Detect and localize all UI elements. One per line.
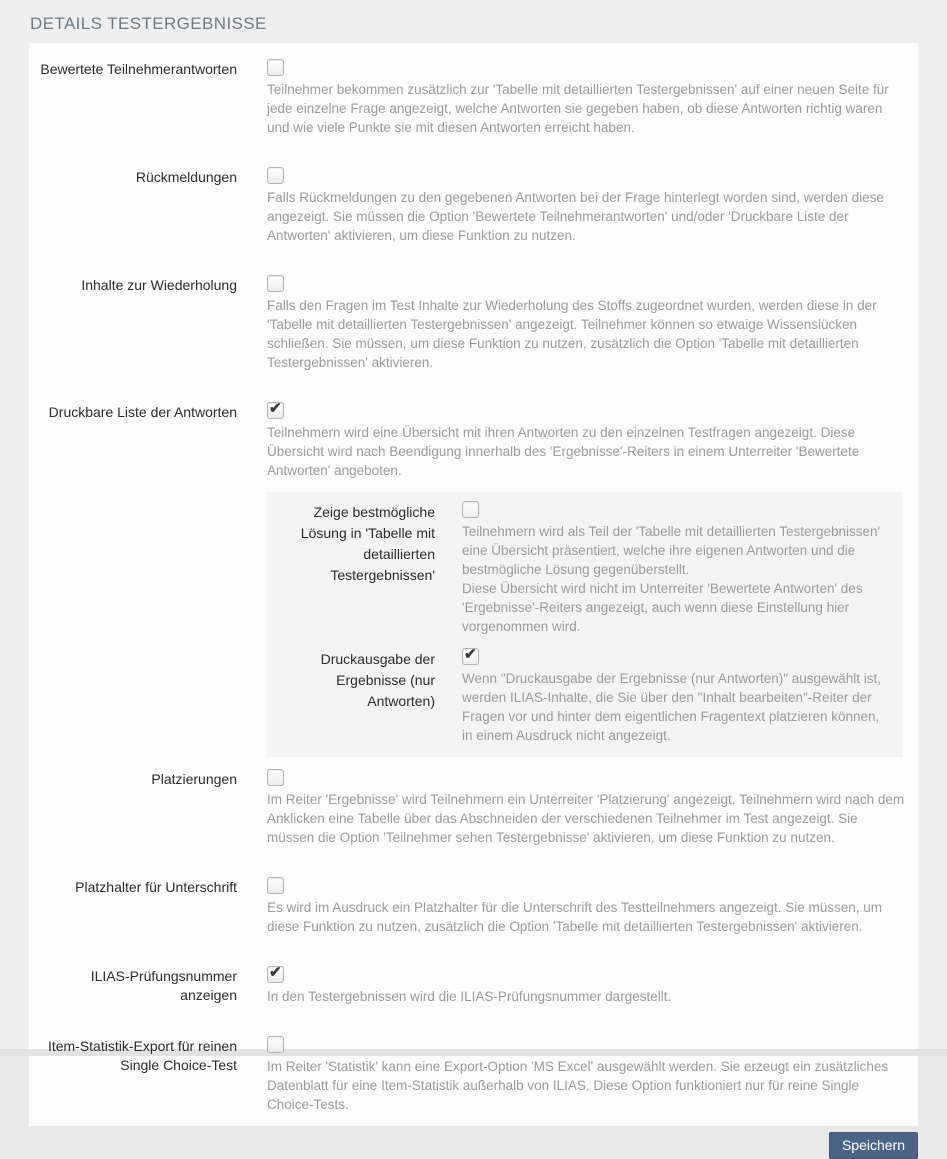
row-item-statistik-export (39, 1036, 908, 1114)
subrow-druckausgabe-ergebnisse (280, 648, 890, 745)
desc-rueckmeldungen: Falls Rückmeldungen zu den gegebenen Antworten bei der Frage hinterlegt worden sind, werden diese angezeigt. Sie müssen die Option 'Bewertete Teilnehmerantworten' und/oder 'Druckbare Liste der Antworten' aktivieren, um diese Funktion zu nutzen. (267, 190, 884, 243)
label-zeige-bestmoegliche-loesung: Zeige bestmögliche Lösung in 'Tabelle mit detaillierten Testergebnissen' (300, 504, 435, 583)
row-rueckmeldungen (39, 167, 908, 245)
label-inhalte-zur-wiederholung: Inhalte zur Wiederholung (81, 277, 237, 293)
desc-platzierungen: Im Reiter 'Ergebnisse' wird Teilnehmern ein Unterreiter 'Platzierung' angezeigt. Teilnehmern wird nach dem Anklicken eine Tabelle über das Abschneiden der verschiedenen Teilnehmer im Test angezeigt. Sie müssen die Option 'Teilnehmer sehen Testergebnisse' aktivieren, um diese Funktion zu nutzen. (267, 792, 905, 845)
checkbox-bewertete-teilnehmerantworten[interactable] (267, 59, 284, 76)
label-item-statistik-export: Item-Statistik-Export für reinen Single Choice-Test (47, 1038, 237, 1073)
form-footer (29, 1126, 918, 1159)
row-platzierungen (39, 769, 908, 847)
desc-ilias-pruefungsnummer: In den Testergebnissen wird die ILIAS-Prüfungsnummer dargestellt. (267, 989, 672, 1004)
checkbox-druckausgabe-ergebnisse[interactable] (462, 648, 479, 665)
save-button[interactable]: Speichern (829, 1132, 918, 1159)
checkbox-rueckmeldungen[interactable] (267, 167, 284, 184)
page-title: DETAILS TESTERGEBNISSE (30, 14, 267, 33)
row-druckbare-liste (39, 402, 908, 480)
row-ilias-pruefungsnummer (39, 966, 908, 1006)
label-rueckmeldungen: Rückmeldungen (135, 169, 237, 185)
label-druckausgabe-ergebnisse: Druckausgabe der Ergebnisse (nur Antworten) (320, 651, 435, 709)
desc-inhalte-zur-wiederholung: Falls den Fragen im Test Inhalte zur Wiederholung des Stoffs zugeordnet wurden, werden diese in der 'Tabelle mit detaillierten Testergebnissen' angezeigt. Teilnehmer können so etwaige Wissenslücken schließen. Sie müssen, um diese Funktion zu nutzen, zusätzlich die Option 'Tabelle mit detaillierten Testergebnissen' aktivieren. (267, 298, 877, 370)
checkbox-druckbare-liste[interactable] (267, 402, 284, 419)
checkbox-platzierungen[interactable] (267, 769, 284, 786)
desc-druckausgabe-ergebnisse: Wenn "Druckausgabe der Ergebnisse (nur Antworten)" ausgewählt ist, werden ILIAS-Inhalte, die Sie über den "Inhalt bearbeiten"-Reiter der Fragen vor und hinter dem eigentlichen Fragentext platzieren können, in einem Ausdruck nicht angezeigt. (462, 671, 882, 743)
row-inhalte-zur-wiederholung (39, 275, 908, 372)
row-platzhalter-unterschrift (39, 877, 908, 936)
subrow-zeige-bestmoegliche-loesung (280, 501, 890, 636)
subpanel-druckbare-liste-optionen (267, 492, 903, 757)
desc-platzhalter-unterschrift: Es wird im Ausdruck ein Platzhalter für die Unterschrift des Testteilnehmers angezeigt. Sie müssen, um diese Funktion zu nutzen, zusätzlich die Option 'Tabelle mit detaillierten Testergebnissen' aktivieren. (267, 900, 883, 934)
desc-zeige-bestmoegliche-loesung: Teilnehmern wird als Teil der 'Tabelle mit detaillierten Testergebnissen' eine Übersicht präsentiert, welche ihre eigenen Antworten und die bestmögliche Lösung gegenüberstellt. (462, 524, 881, 577)
checkbox-platzhalter-unterschrift[interactable] (267, 877, 284, 894)
checkbox-inhalte-zur-wiederholung[interactable] (267, 275, 284, 292)
label-platzhalter-unterschrift: Platzhalter für Unterschrift (75, 879, 237, 895)
desc-druckbare-liste: Teilnehmern wird eine Übersicht mit ihren Antworten zu den einzelnen Testfragen angezeigt. Diese Übersicht wird nach Beendigung innerhalb des 'Ergebnisse'-Reiters in einem Unterreiter 'Bewertete Antworten' angeboten. (267, 425, 860, 478)
label-bewertete-teilnehmerantworten: Bewertete Teilnehmerantworten (40, 61, 237, 77)
label-platzierungen: Platzierungen (151, 771, 237, 787)
label-druckbare-liste: Druckbare Liste der Antworten (48, 404, 237, 420)
settings-form-panel (29, 43, 918, 1126)
checkbox-ilias-pruefungsnummer[interactable] (267, 966, 284, 983)
checkbox-item-statistik-export[interactable] (267, 1036, 284, 1053)
checkbox-zeige-bestmoegliche-loesung[interactable] (462, 501, 479, 518)
label-ilias-pruefungsnummer: ILIAS-Prüfungsnummer anzeigen (90, 968, 237, 1003)
desc-bewertete-teilnehmerantworten: Teilnehmer bekommen zusätzlich zur 'Tabelle mit detaillierten Testergebnissen' auf einer neuen Seite für jede einzelne Frage angezeigt, welche Antworten sie gegeben haben, ob diese Antworten richtig waren und wie viele Punkte sie mit diesen Antworten erreicht haben. (267, 82, 889, 135)
row-bewertete-teilnehmerantworten (39, 59, 908, 137)
desc2-zeige-bestmoegliche-loesung: Diese Übersicht wird nicht im Unterreiter 'Bewertete Antworten' des 'Ergebnisse'-Reiters angezeigt, auch wenn diese Einstellung hier vorgenommen wird. (462, 581, 863, 634)
desc-item-statistik-export: Im Reiter 'Statistik' kann eine Export-Option 'MS Excel' ausgewählt werden. Sie erzeugt ein zusätzliches Datenblatt für eine Item-Statistik außerhalb von ILIAS. Diese Option funktioniert nur für reine Single Choice-Tests. (267, 1059, 889, 1112)
